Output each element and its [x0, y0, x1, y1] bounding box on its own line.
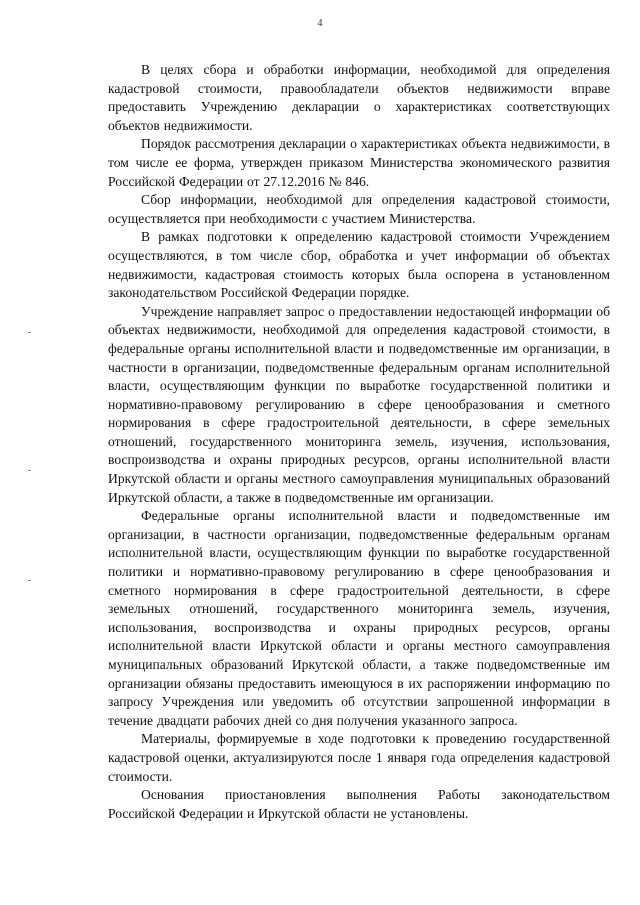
document-body	[108, 61, 610, 823]
margin-mark	[28, 332, 31, 333]
paragraph: Порядок рассмотрения декларации о характеристиках объекта недвижимости, в том числе ее форма, утвержден приказом Министерства экономического развития Российской Федерации от 27.12.2016 № 846.	[108, 136, 610, 189]
paragraph: Основания приостановления выполнения Работы законодательством Российской Федерации и Иркутской области не установлены.	[108, 787, 610, 821]
paragraph: Сбор информации, необходимой для определения кадастровой стоимости, осуществляется при необходимости с участием Министерства.	[108, 192, 610, 226]
paragraph: В рамках подготовки к определению кадастровой стоимости Учреждением осуществляются, в том числе сбор, обработка и учет информации об объектах недвижимости, кадастровая стоимость которых была оспорена в установленном законодательством Российской Федерации порядке.	[108, 229, 610, 301]
page-number: 4	[317, 18, 323, 29]
paragraph: В целях сбора и обработки информации, необходимой для определения кадастровой стоимости, правообладатели объектов недвижимости вправе предоставить Учреждению декларации о характеристиках соответствующих объектов недвижимости.	[108, 62, 610, 133]
margin-mark	[28, 580, 31, 581]
paragraph: Федеральные органы исполнительной власти и подведомственные им организации, в частности организации, подведомственные федеральным органам исполнительной власти, осуществляющим функции по выработке государственной политики и нормативно-правовому регулированию в сфере ценообразования и сметного нормирования в сфере градостроительной деятельности, в сфере земельных отношений, государственного мониторинга земель, изучения, использования, воспроизводства и охраны природных ресурсов, органы исполнительной власти Иркутской области и органы местного самоуправления муниципальных образований Иркутской области, а также подведомственные им организации обязаны предоставить имеющуюся в их распоряжении информацию по запросу Учреждения или уведомить об отсутствии запрошенной информации в течение двадцати рабочих дней со дня получения указанного запроса.	[108, 508, 610, 728]
paragraph: Учреждение направляет запрос о предоставлении недостающей информации об объектах недвижимости, необходимой для определения кадастровой стоимости, в федеральные органы исполнительной власти и подведомственные им организации, в частности в организации, подведомственные федеральным органам исполнительной власти, осуществляющим функции по выработке государственной политики и нормативно-правовому регулированию в сфере ценообразования и сметного нормирования в сфере градостроительной деятельности, в сфере земельных отношений, государственного мониторинга земель, изучения, использования, воспроизводства и охраны природных ресурсов, органы исполнительной власти Иркутской области и органы местного самоуправления муниципальных образований Иркутской области, а также в подведомственные им организации.	[108, 303, 610, 505]
margin-mark	[28, 470, 31, 471]
paragraph: Материалы, формируемые в ходе подготовки к проведению государственной кадастровой оценки, актуализируются после 1 января года определения кадастровой стоимости.	[108, 731, 610, 784]
